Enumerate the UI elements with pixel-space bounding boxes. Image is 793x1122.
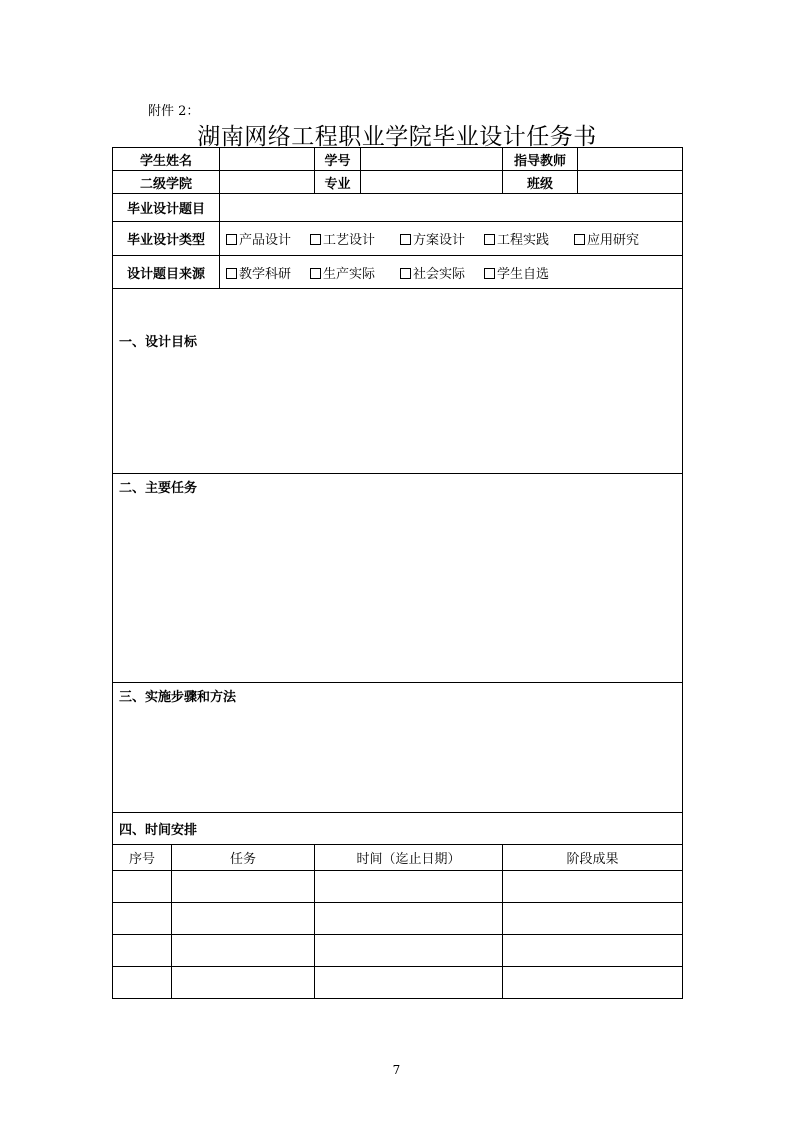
schedule-cell[interactable] [113, 871, 172, 903]
topic-source-options [220, 256, 683, 289]
student-id-field[interactable] [361, 148, 503, 171]
class-field[interactable] [578, 171, 683, 194]
college-label: 二级学院 [113, 171, 220, 194]
design-type-option[interactable]: 方案设计 [400, 229, 484, 248]
major-field[interactable] [361, 171, 503, 194]
checkbox-icon[interactable] [484, 234, 495, 245]
class-label: 班级 [503, 171, 578, 194]
main-tasks-heading: 二、主要任务 [119, 481, 198, 496]
student-name-label: 学生姓名 [113, 148, 220, 171]
topic-source-option[interactable]: 教学科研 [226, 263, 310, 282]
schedule-cell[interactable] [172, 935, 315, 967]
topic-source-option[interactable]: 学生自选 [484, 263, 549, 282]
schedule-cell[interactable] [172, 903, 315, 935]
schedule-cell[interactable] [172, 967, 315, 999]
design-type-option[interactable]: 应用研究 [574, 229, 639, 248]
schedule-col-time: 时间（迄止日期） [315, 845, 503, 871]
checkbox-icon[interactable] [226, 268, 237, 279]
schedule-row [113, 903, 683, 935]
design-type-option[interactable]: 工艺设计 [310, 229, 400, 248]
schedule-cell[interactable] [503, 903, 683, 935]
implementation-section[interactable] [113, 683, 683, 813]
design-goal-section[interactable] [113, 289, 683, 474]
schedule-cell[interactable] [315, 871, 503, 903]
schedule-cell[interactable] [113, 903, 172, 935]
topic-label: 毕业设计题目 [113, 194, 220, 222]
schedule-col-index: 序号 [113, 845, 172, 871]
student-id-label: 学号 [315, 148, 361, 171]
page-number: 7 [392, 1063, 401, 1077]
checkbox-icon[interactable] [574, 234, 585, 245]
schedule-cell[interactable] [503, 967, 683, 999]
college-field[interactable] [220, 171, 315, 194]
schedule-heading-cell [113, 813, 683, 845]
checkbox-icon[interactable] [484, 268, 495, 279]
schedule-row [113, 871, 683, 903]
attachment-label: 附件 2： [148, 104, 200, 119]
checkbox-icon[interactable] [400, 234, 411, 245]
topic-source-option[interactable]: 社会实际 [400, 263, 484, 282]
main-tasks-section[interactable] [113, 474, 683, 683]
page-title: 湖南网络工程职业学院毕业设计任务书 [197, 124, 597, 150]
task-form [112, 147, 683, 999]
checkbox-icon[interactable] [400, 268, 411, 279]
advisor-field[interactable] [578, 148, 683, 171]
major-label: 专业 [315, 171, 361, 194]
schedule-cell[interactable] [315, 903, 503, 935]
schedule-cell[interactable] [315, 935, 503, 967]
design-type-options [220, 222, 683, 256]
schedule-heading: 四、时间安排 [119, 823, 198, 838]
student-name-field[interactable] [220, 148, 315, 171]
schedule-col-task: 任务 [172, 845, 315, 871]
schedule-cell[interactable] [113, 935, 172, 967]
topic-field[interactable] [220, 194, 683, 222]
checkbox-icon[interactable] [226, 234, 237, 245]
schedule-cell[interactable] [503, 935, 683, 967]
design-type-option[interactable]: 产品设计 [226, 229, 310, 248]
implementation-heading: 三、实施步骤和方法 [119, 690, 237, 705]
schedule-cell[interactable] [503, 871, 683, 903]
design-goal-heading: 一、设计目标 [119, 335, 198, 350]
design-type-option[interactable]: 工程实践 [484, 229, 574, 248]
advisor-label: 指导教师 [503, 148, 578, 171]
schedule-row [113, 935, 683, 967]
schedule-col-result: 阶段成果 [503, 845, 683, 871]
schedule-cell[interactable] [113, 967, 172, 999]
checkbox-icon[interactable] [310, 234, 321, 245]
design-type-label: 毕业设计类型 [113, 222, 220, 256]
schedule-row [113, 967, 683, 999]
schedule-cell[interactable] [172, 871, 315, 903]
topic-source-option[interactable]: 生产实际 [310, 263, 400, 282]
topic-source-label: 设计题目来源 [113, 256, 220, 289]
schedule-cell[interactable] [315, 967, 503, 999]
checkbox-icon[interactable] [310, 268, 321, 279]
